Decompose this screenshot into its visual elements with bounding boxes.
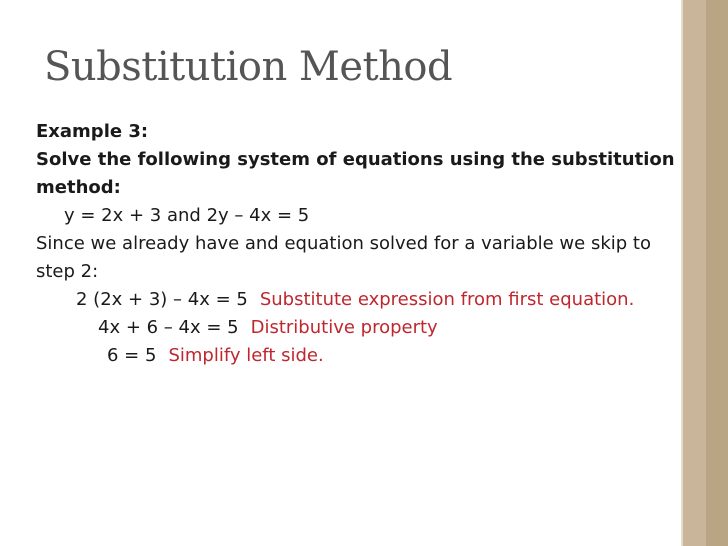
side-band-inner-decoration — [706, 0, 728, 546]
step-3-note: Simplify left side. — [168, 345, 324, 366]
side-band-decoration — [682, 0, 728, 546]
step-row-2 — [36, 314, 686, 342]
example-heading: Example 3: — [36, 121, 149, 142]
step-row-3 — [36, 342, 686, 370]
step-1-note: Substitute expression from first equation. — [259, 289, 635, 310]
step-1-equation: 2 (2x + 3) – 4x = 5 — [76, 289, 248, 310]
system-of-equations: y = 2x + 3 and 2y – 4x = 5 — [64, 205, 310, 226]
step-row-1 — [36, 286, 686, 314]
slide-content — [36, 118, 686, 370]
step-2-note: Distributive property — [250, 317, 438, 338]
step-3-equation: 6 = 5 — [107, 345, 157, 366]
slide-title: Substitution Method — [44, 44, 453, 90]
step-2-equation: 4x + 6 – 4x = 5 — [98, 317, 239, 338]
instruction-text: Solve the following system of equations using the substitution method: — [36, 149, 675, 198]
explanation-text: Since we already have and equation solved for a variable we skip to step 2: — [36, 233, 651, 282]
